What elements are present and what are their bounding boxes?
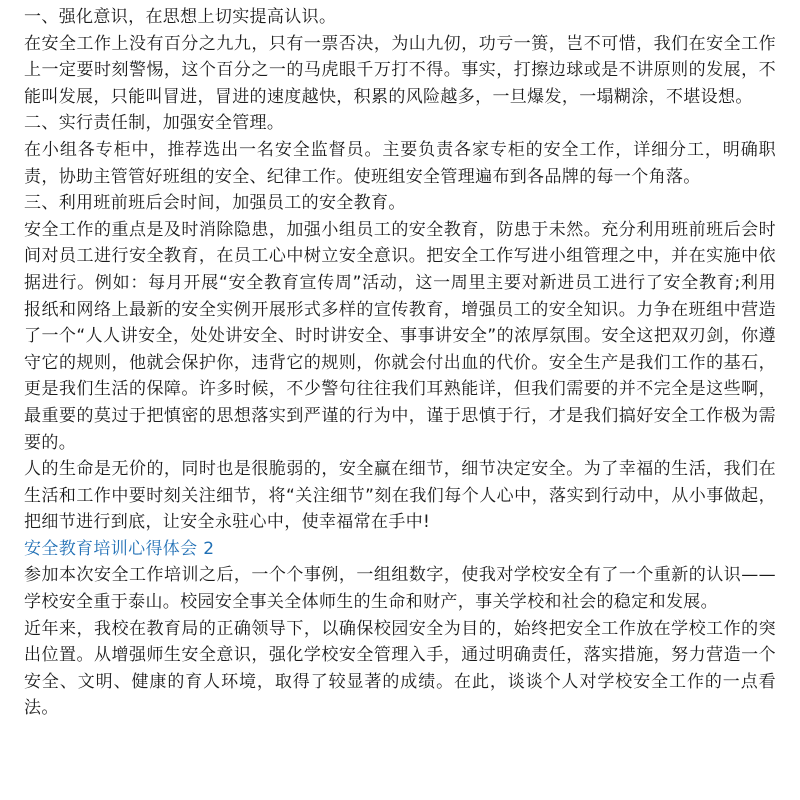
heading-3: 三、利用班前班后会时间，加强员工的安全教育。 [24, 193, 406, 214]
heading-2: 二、实行责任制，加强安全管理。 [24, 113, 285, 134]
paragraph-3: 安全工作的重点是及时消除隐患，加强小组员工的安全教育，防患于未然。充分利用班前班后会时间对员工进行安全教育，在员工心中树立安全意识。把安全工作写进小组管理之中，并在实施中依据进行。例如：每月开展“安全教育宣传周”活动，这一周里主要对新进员工进行了安全教育;利用报纸和网络上最新的安全实例开展形式多样的宣传教育，增强员工的安全知识。力争在班组中营造了一个“人人讲安全，处处讲安全、时时讲安全、事事讲安全”的浓厚氛围。安全这把双刃剑，你遵守它的规则，他就会保护你，违背它的规则，你就会付出血的代价。安全生产是我们工作的基石，更是我们生活的保障。许多时候，不少警句往往我们耳熟能详，但我们需要的并不完全是这些啊，最重要的莫过于把慎密的思想落实到严谨的行为中，谨于思慎于行，才是我们搞好安全工作极为需要的。 [24, 219, 776, 453]
paragraph-1: 在安全工作上没有百分之九九，只有一票否决，为山九仞，功亏一篑，岂不可惜，我们在安全工作上一定要时刻警惕，这个百分之一的马虎眼千万打不得。事实，打擦边球或是不讲原则的发展，不能叫发展，只能叫冒进，冒进的速度越快，积累的风险越多，一旦爆发，一塌糊涂，不堪设想。 [24, 33, 776, 107]
paragraph-6: 近年来，我校在教育局的正确领导下，以确保校园安全为目的，始终把安全工作放在学校工作的突出位置。从增强师生安全意识，强化学校安全管理入手，通过明确责任，落实措施，努力营造一个安全、文明、健康的育人环境，取得了较显著的成绩。在此，谈谈个人对学校安全工作的一点看法。 [24, 618, 776, 719]
paragraph-5: 参加本次安全工作培训之后，一个个事例，一组组数字，使我对学校安全有了一个重新的认识——学校安全重于泰山。校园安全事关全体师生的生命和财产，事关学校和社会的稳定和发展。 [24, 565, 776, 613]
heading-1: 一、强化意识，在思想上切实提高认识。 [24, 7, 337, 27]
paragraph-4: 人的生命是无价的，同时也是很脆弱的，安全赢在细节，细节决定安全。为了幸福的生活，我们在生活和工作中要时刻关注细节，将“关注细节”刻在我们每个人心中，落实到行动中，从小事做起，把细节进行到底，让安全永驻心中，使幸福常在手中! [24, 459, 776, 533]
paragraph-2: 在小组各专柜中，推荐选出一名安全监督员。主要负责各家专柜的安全工作，详细分工，明确职责，协助主管管好班组的安全、纪律工作。使班组安全管理遍布到各品牌的每一个角落。 [24, 139, 776, 187]
section-title-link[interactable]: 安全教育培训心得体会 2 [24, 538, 215, 559]
